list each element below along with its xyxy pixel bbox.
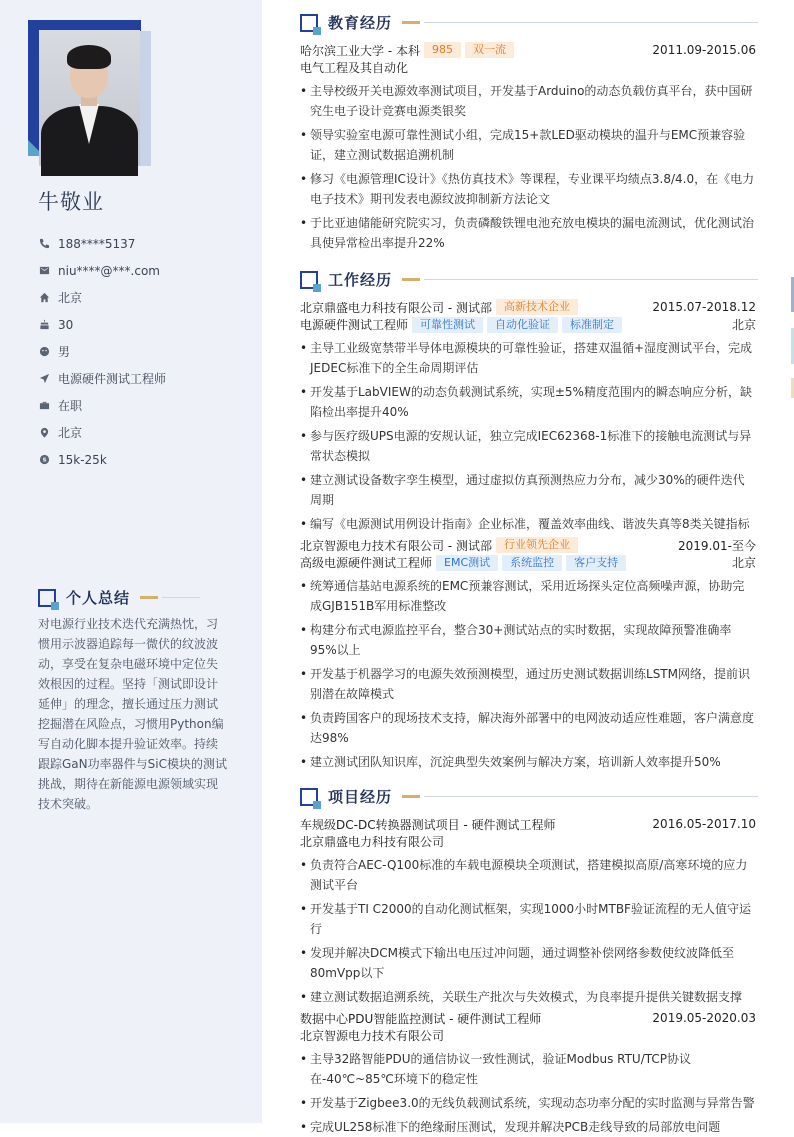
job-header — [300, 298, 756, 316]
section-title: 个人总结 — [66, 589, 131, 607]
school-name: 哈尔滨工业大学 - 本科 — [300, 43, 420, 58]
job-date: 2015.07-2018.12 — [652, 300, 756, 314]
sidebar — [0, 0, 262, 1123]
work-section — [300, 298, 756, 772]
job-role-row — [300, 554, 756, 572]
section-title: 教育经历 — [328, 14, 393, 32]
role-tag: 系统监控 — [502, 555, 562, 571]
company-tag: 高新技术企业 — [496, 299, 578, 315]
info-text: 在职 — [58, 399, 83, 413]
job-role-row — [300, 316, 756, 334]
section-title: 项目经历 — [328, 788, 393, 806]
info-text: 北京 — [58, 426, 83, 440]
education-section — [300, 41, 756, 253]
education-heading — [300, 12, 758, 33]
list-item: • 建立测试设备数字孪生模型，通过虚拟仿真预测热应力分布，减少30%的硬件迭代周期 — [300, 470, 756, 510]
list-item: • 开发基于Zigbee3.0的无线负载测试系统，实现动态功率分配的实时监测与异常告警 — [300, 1093, 756, 1113]
location-icon — [38, 427, 50, 439]
list-item: • 领导实验室电源可靠性测试小组，完成15+款LED驱动模块的温升与EMC预兼容验证，建立测试数据追溯机制 — [300, 125, 756, 165]
section-divider — [424, 796, 758, 797]
info-text: niu****@***.com — [58, 263, 160, 278]
work-heading — [300, 269, 758, 290]
phone-icon — [38, 238, 50, 250]
section-gold-bar — [140, 596, 158, 599]
list-item: • 主导校级开关电源效率测试项目，开发基于Arduino的动态负载仿真平台，获中国研究生电子设计竞赛电源类银奖 — [300, 81, 756, 121]
section-gold-bar — [402, 21, 420, 24]
home-icon — [38, 292, 50, 304]
role-tag: EMC测试 — [436, 555, 498, 571]
education-header — [300, 41, 756, 59]
info-salary — [38, 446, 166, 473]
list-item: • 建立测试数据追溯系统，关联生产批次与失效模式，为良率提升提供关键数据支撑 — [300, 987, 756, 1007]
company-name: 北京鼎盛电力科技有限公司 - 测试部 — [300, 300, 492, 315]
salary-icon — [38, 454, 50, 466]
list-item: • 构建分布式电源监控平台，整合30+测试站点的实时数据，实现故障预警准确率95%以上 — [300, 620, 756, 660]
info-text: 男 — [58, 345, 71, 359]
company-name: 北京智源电力技术有限公司 - 测试部 — [300, 538, 492, 553]
job-date: 2019.01-至今 — [678, 538, 756, 553]
job-role: 电源硬件测试工程师 — [300, 318, 409, 332]
job-role: 高级电源硬件测试工程师 — [300, 556, 433, 570]
list-item: • 开发基于LabVIEW的动态负载测试系统，实现±5%精度范围内的瞬态响应分析，缺陷检出率提升40% — [300, 382, 756, 422]
project-name: 数据中心PDU智能监控测试 - 硬件测试工程师 — [300, 1011, 542, 1026]
projects-section — [300, 815, 756, 1137]
school-tag: 双一流 — [465, 42, 514, 58]
list-item: • 主导工业级宽禁带半导体电源模块的可靠性验证，搭建双温循+湿度测试平台，完成JEDEC标准下的全生命周期评估 — [300, 338, 756, 378]
role-tag: 客户支持 — [566, 555, 626, 571]
list-item: • 负责跨国客户的现场技术支持，解决海外部署中的电网波动适应性难题，客户满意度达98% — [300, 708, 756, 748]
info-home — [38, 284, 166, 311]
project-date: 2016.05-2017.10 — [652, 817, 756, 831]
section-divider — [424, 22, 758, 23]
list-item: • 统筹通信基站电源系统的EMC预兼容测试，采用近场探头定位高频噪声源，协助完成GJB151B军用标准整改 — [300, 576, 756, 616]
list-item: • 建立测试团队知识库，沉淀典型失效案例与解决方案，培训新人效率提升50% — [300, 752, 756, 772]
list-item: • 开发基于TI C2000的自动化测试框架，实现1000小时MTBF验证流程的无人值守运行 — [300, 899, 756, 939]
profile-name: 牛敬业 — [38, 190, 104, 214]
role-tag: 可靠性测试 — [412, 317, 483, 333]
info-position — [38, 365, 166, 392]
section-square-icon — [300, 14, 318, 32]
section-divider — [162, 597, 200, 598]
job-city: 北京 — [731, 556, 756, 570]
list-item: • 主导32路智能PDU的通信协议一致性测试，验证Modbus RTU/TCP协议在-40℃~85℃环境下的稳定性 — [300, 1049, 756, 1089]
info-age — [38, 311, 166, 338]
list-item: • 修习《电源管理IC设计》《热仿真技术》等课程，专业课平均绩点3.8/4.0，在《电力电子技术》期刊发表电源纹波抑制新方法论文 — [300, 169, 756, 209]
section-square-icon — [38, 589, 56, 607]
list-item: • 负责符合AEC-Q100标准的车载电源模块全项测试，搭建模拟高原/高寒环境的应力测试平台 — [300, 855, 756, 895]
info-email — [38, 257, 166, 284]
section-gold-bar — [402, 795, 420, 798]
list-item: • 于比亚迪储能研究院实习，负责磷酸铁锂电池充放电模块的漏电流测试，优化测试治具使异常检出率提升22% — [300, 213, 756, 253]
project-name: 车规级DC-DC转换器测试项目 - 硬件测试工程师 — [300, 817, 556, 832]
info-text: 188****5137 — [58, 236, 136, 251]
info-phone — [38, 230, 166, 257]
list-item: • 编写《电源测试用例设计指南》企业标准，覆盖效率曲线、谐波失真等8类关键指标 — [300, 514, 756, 534]
mail-icon — [38, 265, 50, 277]
project-company: 北京鼎盛电力科技有限公司 — [300, 835, 445, 849]
section-square-icon — [300, 788, 318, 806]
info-text: 30 — [58, 317, 74, 332]
project-header — [300, 1009, 756, 1027]
project-header — [300, 815, 756, 833]
role-tag: 标准制定 — [562, 317, 622, 333]
info-status — [38, 392, 166, 419]
role-tag: 自动化验证 — [487, 317, 558, 333]
major: 电气工程及其自动化 — [300, 61, 409, 75]
send-icon — [38, 373, 50, 385]
section-square-icon — [300, 271, 318, 289]
list-item: • 开发基于机器学习的电源失效预测模型，通过历史测试数据训练LSTM网络，提前识别潜在故障模式 — [300, 664, 756, 704]
company-tag: 行业领先企业 — [496, 537, 578, 553]
briefcase-icon — [38, 400, 50, 412]
projects-heading — [300, 786, 758, 807]
gender-icon — [38, 346, 50, 358]
info-text: 北京 — [58, 291, 83, 305]
project-date: 2019.05-2020.03 — [652, 1011, 756, 1025]
contact-info — [38, 230, 166, 473]
info-text: 电源硬件测试工程师 — [58, 372, 167, 386]
list-item: • 参与医疗级UPS电源的安规认证，独立完成IEC62368-1标准下的接触电流测试与异常状态模拟 — [300, 426, 756, 466]
section-divider — [424, 279, 758, 280]
job-city: 北京 — [731, 318, 756, 332]
section-title: 工作经历 — [328, 271, 393, 289]
avatar — [39, 30, 140, 165]
cake-icon — [38, 319, 50, 331]
info-text: 15k-25k — [58, 452, 107, 467]
list-item: • 完成UL258标准下的绝缘耐压测试，发现并解决PCB走线导致的局部放电问题 — [300, 1117, 756, 1137]
summary-text: 对电源行业技术迭代充满热忱，习惯用示波器追踪每一微伏的纹波波动，享受在复杂电磁环境中定位失效根因的过程。坚持「测试即设计延伸」的理念，擅长通过压力测试挖掘潜在风险点，习惯用Python编写自动化脚本提升验证效率。持续跟踪GaN功率器件与SiC模块的测试挑战，期待在新能源电源领域实现技术突破。 — [38, 617, 227, 811]
job-header — [300, 536, 756, 554]
school-tag: 985 — [424, 42, 461, 58]
education-date: 2011.09-2015.06 — [652, 43, 756, 57]
list-item: • 发现并解决DCM模式下输出电压过冲问题，通过调整补偿网络参数使纹波降低至80mVpp以下 — [300, 943, 756, 983]
info-location — [38, 419, 166, 446]
section-gold-bar — [402, 278, 420, 281]
summary-heading — [38, 587, 200, 608]
info-gender — [38, 338, 166, 365]
project-company: 北京智源电力技术有限公司 — [300, 1029, 445, 1043]
